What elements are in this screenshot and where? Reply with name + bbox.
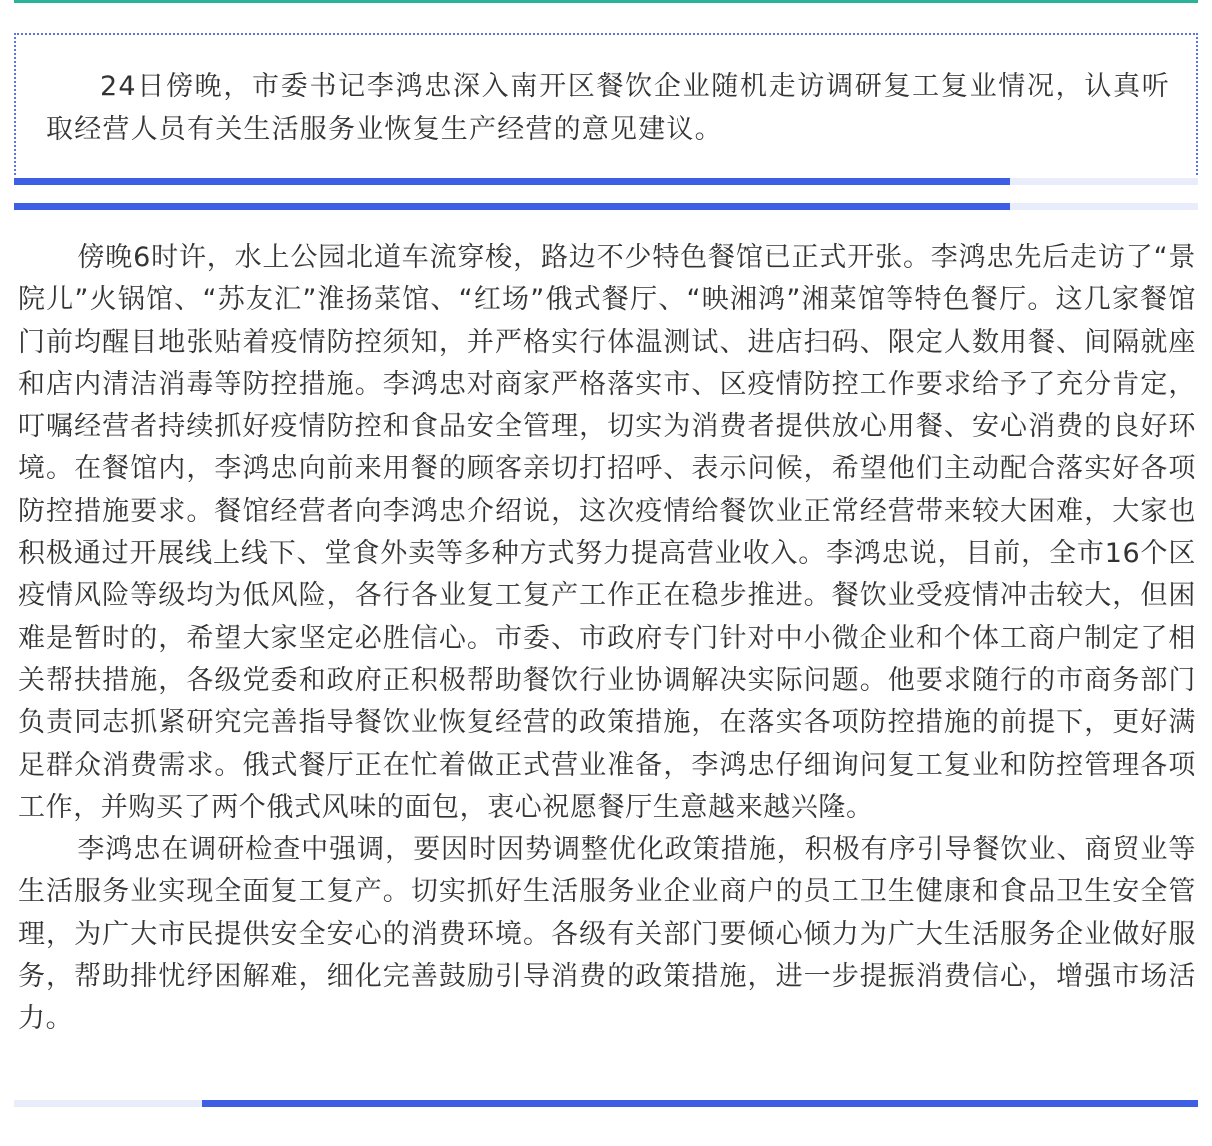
article-paragraph: 傍晚6时许，水上公园北道车流穿梭，路边不少特色餐馆已正式开张。李鸿忠先后走访了“景院儿”火锅馆、“苏友汇”淮扬菜馆、“红场”俄式餐厅、“映湘鸿”湘菜馆等特色餐厅。这几家餐馆门前均醒目地张贴着疫情防控须知，并严格实行体温测试、进店扫码、限定人数用餐、间隔就座和店内清洁消毒等防控措施。李鸿忠对商家严格落实市、区疫情防控工作要求给予了充分肯定，叮嘱经营者持续抓好疫情防控和食品安全管理，切实为消费者提供放心用餐、安心消费的良好环境。在餐馆内，李鸿忠向前来用餐的顾客亲切打招呼、表示问候，希望他们主动配合落实好各项防控措施要求。餐馆经营者向李鸿忠介绍说，这次疫情给餐饮业正常经营带来较大困难，大家也积极通过开展线上线下、堂食外卖等多种方式努力提高营业收入。李鸿忠说，目前，全市16个区疫情风险等级均为低风险，各行各业复工复产工作正在稳步推进。餐饮业受疫情冲击较大，但困难是暂时的，希望大家坚定必胜信心。市委、市政府专门针对中小微企业和个体工商户制定了相关帮扶措施，各级党委和政府正积极帮助餐饮行业协调解决实际问题。他要求随行的市商务部门负责同志抓紧研究完善指导餐饮业恢复经营的政策措施，在落实各项防控措施的前提下，更好满足群众消费需求。俄式餐厅正在忙着做正式营业准备，李鸿忠仔细询问复工复业和防控管理各项工作，并购买了两个俄式风味的面包，衷心祝愿餐厅生意越来越兴隆。 (18, 242, 1196, 823)
article-paragraph: 李鸿忠在调研检查中强调，要因时因势调整优化政策措施，积极有序引导餐饮业、商贸业等生活服务业实现全面复工复产。切实抓好生活服务业企业商户的员工卫生健康和食品卫生安全管理，为广大市民提供安全安心的消费环境。各级有关部门要倾心倾力为广大生活服务企业做好服务，帮助排忧纾困解难，细化完善鼓励引导消费的政策措施，进一步提振消费信心，增强市场活力。 (18, 834, 1196, 1035)
section-divider-top (14, 178, 1198, 185)
top-divider (14, 0, 1198, 3)
summary-text: 24日傍晚，市委书记李鸿忠深入南开区餐饮企业随机走访调研复工复业情况，认真听取经营人员有关生活服务业恢复生产经营的意见建议。 (46, 71, 1170, 145)
summary-box (14, 33, 1198, 175)
section-divider-bottom (14, 1100, 1198, 1107)
article-body (18, 237, 1196, 1041)
section-divider-upper (14, 203, 1198, 210)
